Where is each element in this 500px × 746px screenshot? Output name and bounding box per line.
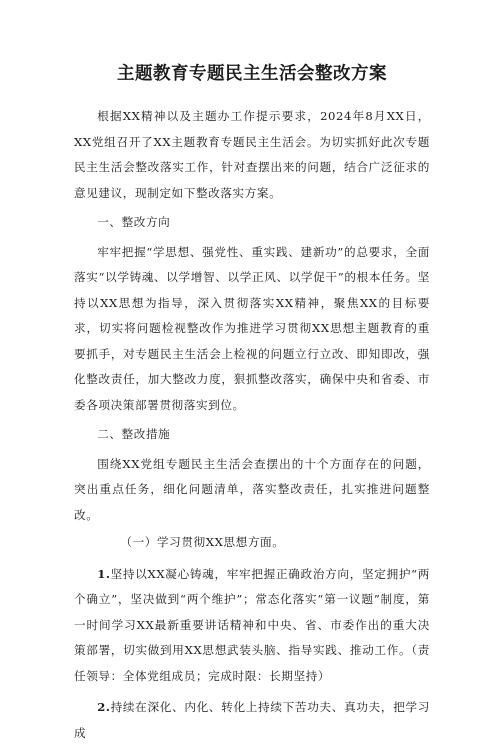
list-item-number: 2. [97, 700, 111, 714]
subsection-heading-study: （一）学习贯彻XX思想方面。 [120, 535, 285, 549]
document-title: 主题教育专题民主生活会整改方案 [117, 64, 387, 84]
list-item-number: 1. [97, 566, 111, 581]
section-heading-measures: 二、整改措施 [97, 427, 171, 441]
list-item-1 [74, 562, 430, 690]
list-item-text: 坚持以XX凝心铸魂，牢牢把握正确政治方向，坚定拥护“两个确立”，坚决做到“两个维护”；常态化落实“第一议题”制度，第一时间学习XX最新重要讲话精神和中央、省、市委作出的重大决策部署，切实做到用XX思想武装头脑、指导实践、推动工作。（责任领导：全体党组成员；完成时限：长期坚持） [74, 566, 430, 683]
direction-paragraph: 牢牢把握“学思想、强党性、重实践、建新功”的总要求，全面落实“以学铸魂、以学增智、以学正风、以学促干”的根本任务。坚持以XX思想为指导，深入贯彻落实XX精神，聚焦XX的目标要求，切实将问题检视整改作为推进学习贯彻XX思想主题教育的重要抓手，对专题民主生活会上检视的问题立行立改、即知即改，强化整改责任，加大整改力度，狠抓整改落实，确保中央和省委、市委各项决策部署贯彻落实到位。 [74, 244, 430, 412]
measures-paragraph: 围绕XX党组专题民主生活会查摆出的十个方面存在的问题，突出重点任务，细化问题清单，落实整改责任，扎实推进问题整改。 [74, 456, 430, 522]
list-item-text: 持续在深化、内化、转化上持续下苦功夫、真功夫，把学习成 [74, 700, 430, 740]
section-heading-direction: 一、整改方向 [97, 215, 171, 229]
list-item-2 [74, 695, 430, 746]
intro-paragraph: 根据XX精神以及主题办工作提示要求，2024年8月XX日，XX党组召开了XX主题教育专题民主生活会。为切实抓好此次专题民主生活会整改落实工作，针对查摆出来的问题，结合广泛征求的意见建议，现制定如下整改落实方案。 [74, 109, 430, 200]
